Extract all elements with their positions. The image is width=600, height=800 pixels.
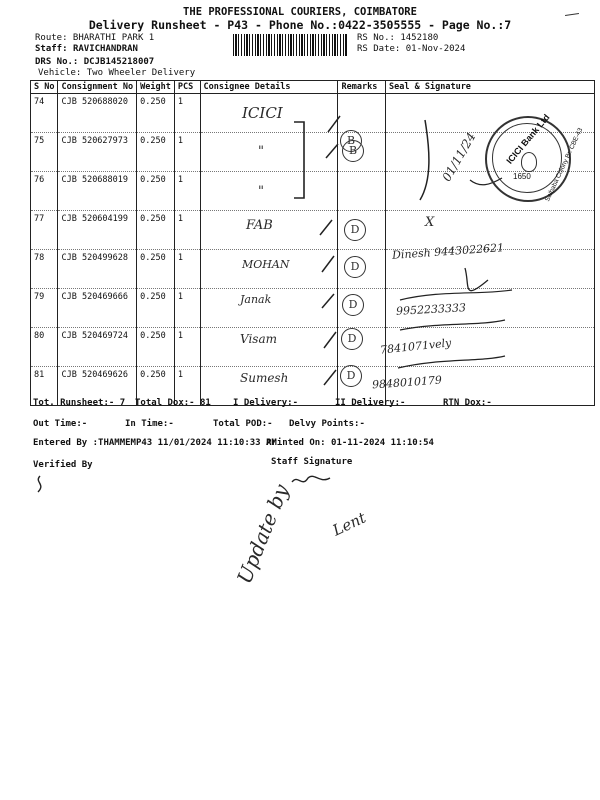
staff-name: RAVICHANDRAN	[72, 44, 138, 54]
row-sno: 79	[31, 289, 58, 328]
entered-by: Entered By :THAMMEMP43 11/01/2024 11:10:33 AM	[33, 438, 277, 448]
barcode	[233, 34, 348, 56]
printed-on: Printed On: 01-11-2024 11:10:54	[266, 438, 434, 448]
col-signature: Seal & Signature	[386, 81, 595, 94]
handwritten-consignee: Sumesh	[240, 371, 289, 385]
col-weight: Weight	[137, 81, 175, 94]
staff-line	[35, 44, 138, 54]
row-sno: 76	[31, 172, 58, 211]
row-consignment: CJB 520688019	[58, 172, 137, 211]
stamp-code: 1650	[513, 172, 531, 181]
signature-text: 9952233333	[395, 301, 467, 318]
col-remarks: Remarks	[338, 81, 386, 94]
row-pcs: 1	[174, 250, 200, 289]
delvy-points: Delvy Points:-	[289, 419, 365, 429]
handwritten-consignee: "	[258, 144, 264, 159]
signature-mark: X	[425, 215, 435, 230]
remark-circle: D	[342, 294, 364, 316]
drs-number: DRS No.: DCJB145218007	[35, 57, 155, 67]
handwriting-signatures	[30, 468, 370, 498]
i-delivery: I Delivery:-	[233, 398, 299, 408]
total-dox-value: 81	[200, 398, 211, 408]
staff-signature-label: Staff Signature	[271, 457, 353, 467]
total-pod: Total POD:-	[213, 419, 273, 429]
row-sno: 77	[31, 211, 58, 250]
verified-by: Verified By	[33, 460, 93, 470]
remark-circle: D	[341, 328, 363, 350]
rs-number: RS No.: 1452180	[357, 33, 439, 43]
handwritten-consignee: Visam	[240, 332, 277, 346]
remark-circle: D	[344, 219, 366, 241]
row-pcs: 1	[174, 172, 200, 211]
signature-text: 9848010179	[371, 373, 443, 392]
handwritten-consignee: Janak	[240, 293, 272, 306]
row-weight: 0.250	[137, 211, 175, 250]
remark-circle: D	[340, 365, 362, 387]
row-pcs: 1	[174, 328, 200, 367]
vehicle-label: Vehicle: Two Wheeler Delivery	[38, 68, 196, 78]
row-sno: 80	[31, 328, 58, 367]
update-initials: Lent	[329, 508, 369, 540]
stamp-bank-name: ICICI Bank Ltd	[504, 112, 552, 166]
update-note: Update by	[232, 480, 294, 587]
remark-circle: D	[344, 256, 366, 278]
row-sno: 81	[31, 367, 58, 406]
row-consignment: CJB 520469666	[58, 289, 137, 328]
remark-circle: B	[340, 130, 362, 152]
row-pcs: 1	[174, 367, 200, 406]
row-consignment: CJB 520469626	[58, 367, 137, 406]
row-sno: 75	[31, 133, 58, 172]
col-consignment: Consignment No	[58, 81, 137, 94]
col-sno: S No	[31, 81, 58, 94]
row-weight: 0.250	[137, 250, 175, 289]
handwritten-consignee: ICICI	[242, 104, 283, 122]
handwritten-consignee: "	[258, 184, 264, 199]
row-weight: 0.250	[137, 172, 175, 211]
row-consignment: CJB 520688020	[58, 94, 137, 133]
runsheet-subtitle: Delivery Runsheet - P43 - Phone No.:0422-3505555 - Page No.:7	[88, 18, 512, 32]
route-label: Route: BHARATHI PARK 1	[35, 33, 155, 43]
in-time: In Time:-	[125, 419, 174, 429]
row-pcs: 1	[174, 289, 200, 328]
col-pcs: PCS	[174, 81, 200, 94]
ii-delivery: II Delivery:-	[335, 398, 406, 408]
row-consignment: CJB 520499628	[58, 250, 137, 289]
row-weight: 0.250	[137, 367, 175, 406]
bank-logo-icon	[521, 152, 537, 172]
signature-date: 01/11/24	[439, 130, 479, 184]
signature-text: 7841071vely	[379, 336, 452, 357]
row-sno: 74	[31, 94, 58, 133]
total-dox-label: Total Dox:-	[135, 398, 195, 408]
row-pcs: 1	[174, 133, 200, 172]
row-pcs: 1	[174, 211, 200, 250]
company-title: THE PROFESSIONAL COURIERS, COIMBATORE	[183, 6, 417, 18]
row-sno: 78	[31, 250, 58, 289]
total-runsheet: Tot. Runsheet:- 7	[33, 398, 126, 408]
row-weight: 0.250	[137, 133, 175, 172]
rs-date: RS Date: 01-Nov-2024	[357, 44, 466, 54]
row-consignment: CJB 520604199	[58, 211, 137, 250]
row-pcs: 1	[174, 94, 200, 133]
bank-stamp	[485, 112, 585, 203]
staff-label: Staff:	[35, 44, 68, 54]
row-weight: 0.250	[137, 328, 175, 367]
signature-text: Dinesh 9443022621	[391, 241, 505, 262]
handwritten-consignee: MOHAN	[242, 258, 290, 271]
rtn-dox: RTN Dox:-	[443, 398, 492, 408]
row-consignment: CJB 520627973	[58, 133, 137, 172]
handwritten-consignee: FAB	[246, 218, 273, 233]
row-weight: 0.250	[137, 94, 175, 133]
row-consignment: CJB 520469724	[58, 328, 137, 367]
remark-circle: B	[342, 140, 364, 162]
out-time: Out Time:-	[33, 419, 88, 429]
stamp-branch: Saibaba Colony Br. CBE-43	[544, 127, 585, 203]
col-consignee: Consignee Details	[200, 81, 338, 94]
row-weight: 0.250	[137, 289, 175, 328]
